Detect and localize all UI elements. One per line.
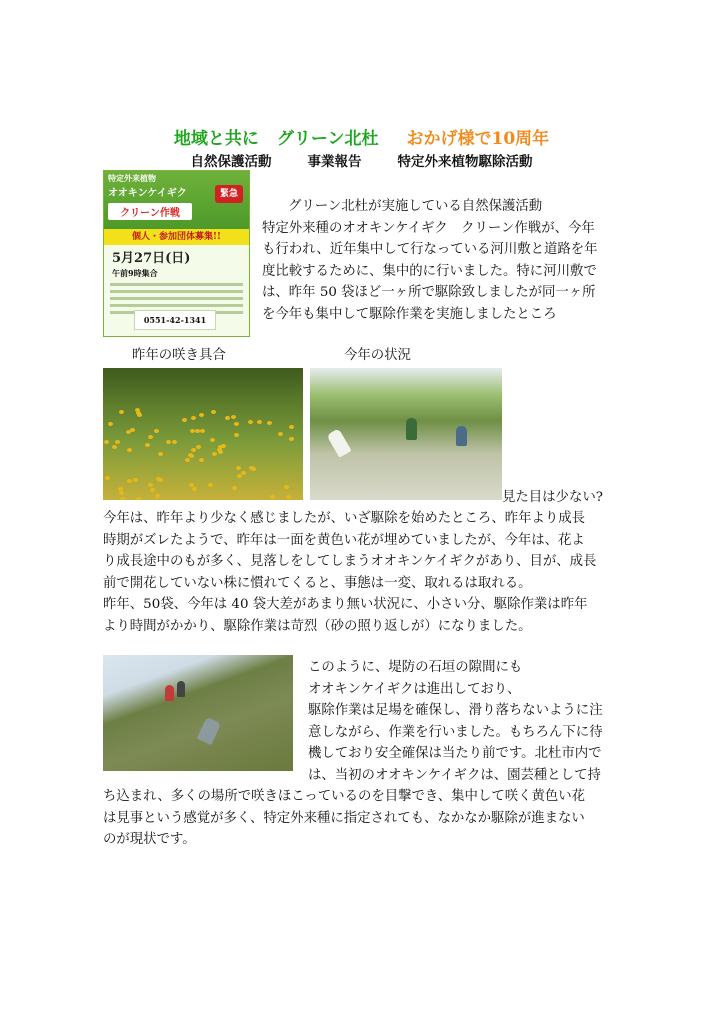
flower-dot <box>257 420 262 424</box>
flower-dot <box>270 495 275 499</box>
flower-dot <box>127 448 132 452</box>
flower-dot <box>127 479 132 483</box>
flower-dot <box>237 474 242 478</box>
body-line: 時期がズレたようで、昨年は一面を黄色い花が埋めていましたが、今年は、花よ <box>103 532 585 548</box>
title-part3: おかげ様で10周年 <box>406 129 550 149</box>
body-line: は、当初のオオキンケイギクは、園芸種として持 <box>308 767 601 783</box>
body-line: 機しており安全確保は当たり前です。北杜市内で <box>308 746 602 761</box>
flower-dot <box>211 410 216 414</box>
title-part2: グリーン北杜 <box>276 129 379 149</box>
subtitle <box>0 150 723 170</box>
worker-figure <box>177 681 185 697</box>
event-flyer-image <box>103 170 250 337</box>
flower-dot <box>136 497 141 500</box>
body-line: 昨年、50袋、今年は 40 袋大差があまり無い状況に、小さい分、駆除作業は昨年 <box>103 597 588 612</box>
flower-dot <box>148 435 153 439</box>
worker-figure <box>456 426 467 446</box>
flower-dot <box>210 438 215 442</box>
flower-dot <box>156 477 161 481</box>
flower-dot <box>145 443 150 447</box>
flower-dot <box>104 440 109 444</box>
flyer-heading-small: 特定外来植物 <box>108 173 156 183</box>
subtitle-item: 事業報告 <box>307 154 362 170</box>
flower-dot <box>119 410 124 414</box>
body-line: 今年は、昨年より少なく感じましたが、いざ駆除を始めたところ、昨年より成長 <box>103 511 586 526</box>
flower-dot <box>150 488 155 492</box>
body-line: り成長途中のもが多く、見落しをしてしまうオオキンケイギクがあり、目が、成長 <box>103 554 597 569</box>
flower-dot <box>172 440 177 444</box>
body-line: 意しながら、作業を行いました。もちろん下に待 <box>308 724 603 740</box>
body-line: 駆除作業は足場を確保し、滑り落ちないように注 <box>308 703 603 718</box>
flyer-heading-main: オオキンケイギク <box>108 188 187 199</box>
body-paragraph-2-full <box>103 786 585 851</box>
worker-figure <box>406 418 417 440</box>
urgent-badge: 緊急 <box>215 185 243 203</box>
body-line: 前で開花していない株に慣れてくると、事態は一変、取れるは取れる。 <box>103 575 532 591</box>
flower-dot <box>234 433 239 437</box>
flower-dot <box>105 476 110 480</box>
flower-dot <box>148 483 153 487</box>
flower-dot <box>231 415 236 419</box>
subtitle-item: 自然保護活動 <box>190 154 272 170</box>
intro-line: 度比較するために、集中的に行いました。特に河川敷で <box>262 263 597 279</box>
flower-dot <box>284 485 289 489</box>
body-line: このように、堤防の石垣の隙間にも <box>308 660 523 675</box>
body-line: ち込まれ、多くの場所で咲きほこっているのを目撃でき、集中して咲く黄色い花 <box>103 789 586 804</box>
body-paragraph-1 <box>103 508 596 637</box>
body-line: より時間がかかり、駆除作業は苛烈（砂の照り返しが）になりました。 <box>103 618 532 634</box>
caption-few: 見た目は少ない? <box>502 490 603 505</box>
intro-line: 特定外来種のオオキンケイギク クリーン作戦が、今年 <box>262 220 595 236</box>
flower-dot <box>196 445 201 449</box>
flower-dot <box>249 466 254 470</box>
flower-dot <box>241 471 246 475</box>
flower-dot <box>232 486 237 490</box>
flower-dot <box>208 483 213 487</box>
flower-dot <box>192 487 197 491</box>
page-title <box>0 124 723 149</box>
flower-dot <box>182 418 187 422</box>
flyer-recruit: 個人・参加団体募集!! <box>104 229 249 245</box>
caption-last-year: 昨年の咲き具合 <box>132 348 226 363</box>
intro-line: も行われ、近年集中して行なっている河川敷と道路を年 <box>262 242 598 257</box>
flower-dot <box>286 495 291 499</box>
flower-dot <box>225 416 230 420</box>
worker-figure <box>165 685 174 701</box>
flower-dot <box>108 422 113 426</box>
flower-dot <box>199 458 204 462</box>
flyer-time: 午前9時集合 <box>112 268 158 278</box>
worker-figure <box>326 428 351 458</box>
flower-dot <box>133 478 138 482</box>
flyer-tel-box <box>134 310 216 330</box>
flower-dot <box>267 421 272 425</box>
intro-line: グリーン北杜が実施している自然保護活動 <box>288 199 543 214</box>
flower-dot <box>185 458 190 462</box>
flower-dot <box>155 494 160 498</box>
flower-dot <box>195 429 200 433</box>
intro-line: を今年も集中して駆除作業を実施しましたところ <box>262 306 557 322</box>
flower-dot <box>221 444 226 448</box>
flower-dot <box>289 437 294 441</box>
body-line: は見事という感覚が多く、特定外来種に指定されても、なかなか駆除が進まない <box>103 810 585 826</box>
flower-dot <box>218 450 223 454</box>
flower-dot <box>115 440 120 444</box>
flower-dot <box>289 425 294 429</box>
body-line: オオキンケイギクは進出しており、 <box>308 681 521 697</box>
flower-dot <box>112 445 117 449</box>
caption-this-year: 今年の状況 <box>344 348 411 363</box>
photo-last-year <box>103 368 303 500</box>
photo-this-year <box>310 368 502 500</box>
flower-dot <box>158 452 163 456</box>
flyer-heading-sub: クリーン作戦 <box>108 203 192 220</box>
subtitle-item: 特定外来植物駆除活動 <box>397 154 533 170</box>
photo-embankment <box>103 655 293 771</box>
flower-dot <box>166 440 171 444</box>
flower-dot <box>154 429 159 433</box>
flower-dot <box>248 420 253 424</box>
flower-dot <box>234 422 239 426</box>
body-paragraph-2-right <box>308 657 603 786</box>
worker-figure <box>197 717 222 746</box>
intro-paragraph <box>262 196 598 325</box>
flower-dot <box>119 491 124 495</box>
flower-dot <box>191 416 196 420</box>
flower-dot <box>236 466 241 470</box>
flower-dot <box>130 428 135 432</box>
flower-dot <box>278 432 283 436</box>
title-part1: 地域と共に <box>173 129 259 149</box>
flower-dot <box>200 429 205 433</box>
flower-dot <box>120 497 125 500</box>
flyer-tel: 0551-42-1341 <box>143 315 207 325</box>
flower-dot <box>212 452 217 456</box>
intro-line: は、昨年 50 袋ほど一ヶ所で駆除致しましたが同一ヶ所 <box>262 285 596 300</box>
flower-dot <box>191 448 196 452</box>
flower-dot <box>199 413 204 417</box>
body-line: のが現状です。 <box>103 832 196 847</box>
flyer-date: 5月27日(日) <box>112 251 191 266</box>
